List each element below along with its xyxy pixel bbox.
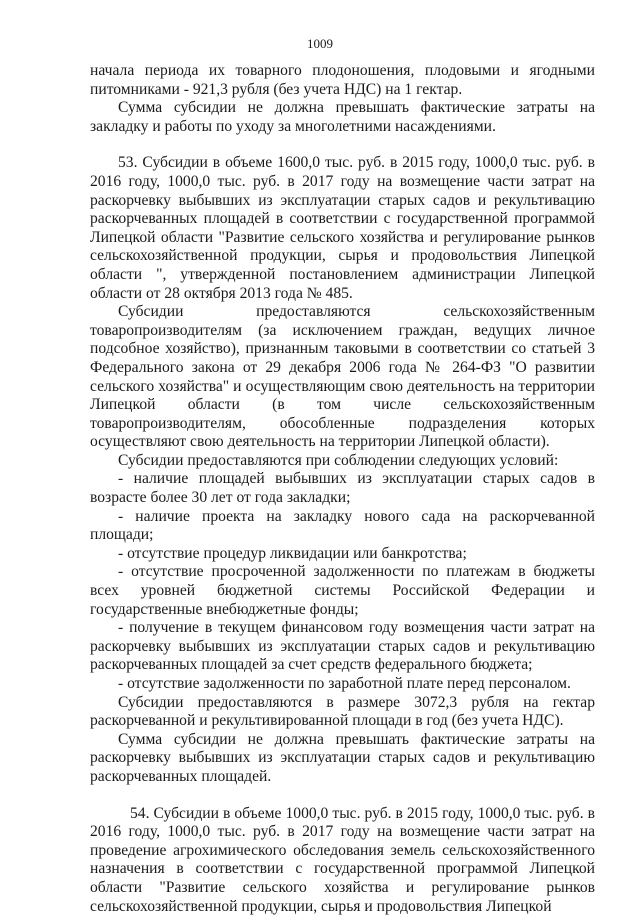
paragraph-item-53: 53. Субсидии в объеме 1600,0 тыс. руб. в 2015 году, 1000,0 тыс. руб. в 2016 году, 1000,0 тыс. руб. в 2017 году на возмещение части затрат на раскорчевку выбывших из эксплуатации старых садов и рекультивацию раскорчеванных площадей в соответствии с государственной программой Липецкой области "Развитие сельского хозяйства и регулирование рынков сельскохозяйственной продукции, сырья и продовольствия Липецкой области ", утвержденной постановлением администрации Липецкой области от 28 октября 2013 года № 485. — [90, 154, 595, 302]
page-number: 1009 — [307, 36, 333, 51]
list-item-condition: - отсутствие задолженности по заработной плате перед персоналом. — [118, 675, 571, 692]
paragraph-subsidy-limit-planting: Сумма субсидии не должна превышать фактические затраты на закладку и работы по уходу за многолетними насаждениями. — [90, 99, 595, 135]
document-body — [90, 62, 595, 916]
list-item-condition: - отсутствие процедур ликвидации или банкротства; — [118, 544, 467, 562]
list-item-condition: - отсутствие просроченной задолженности по платежам в бюджеты всех уровней бюджетной системы Российской Федерации и государственные внебюджетные фонды; — [90, 563, 595, 618]
paragraph-continuation: начала периода их товарного плодоношения, плодовыми и ягодными питомниками - 921,3 рубля (без учета НДС) на 1 гектар. — [90, 62, 595, 98]
paragraph-item-54: 54. Субсидии в объеме 1000,0 тыс. руб. в 2015 году, 1000,0 тыс. руб. в 2016 году, 1000,0 тыс. руб. в 2017 году на возмещение части затрат на проведение агрохимического обследования земель сельскохозяйственного назначения в соответствии с государственной программой Липецкой области "Развитие сельского хозяйства и регулирование рынков сельскохозяйственной продукции, сырья и продовольствия Липецкой — [90, 804, 595, 915]
list-item-condition: - получение в текущем финансовом году возмещения части затрат на раскорчевку выбывших из эксплуатации старых садов и рекультивацию раскорчеванных площадей за счет средств федерального бюджета; — [90, 619, 595, 674]
paragraph-subsidy-rate: Субсидии предоставляются в размере 3072,3 рубля на гектар раскорчеванной и рекультивированной площади в год (без учета НДС). — [90, 693, 595, 730]
paragraph-conditions-intro: Субсидии предоставляются при соблюдении следующих условий: — [118, 451, 559, 469]
paragraph-recipients: Субсидии предоставляются сельскохозяйственным товаропроизводителям (за исключением граждан, ведущих личное подсобное хозяйство), признанным таковыми в соответствии со статьей 3 Федерального закона от 29 декабря 2006 года № 264-ФЗ "О развитии сельского хозяйства" и осуществляющим свою деятельность на территории Липецкой области (в том числе сельскохозяйственным товаропроизводителям, обособленные подразделения которых осуществляют свою деятельность на территории Липецкой области). — [90, 303, 595, 451]
list-item-condition: - наличие проекта на закладку нового сада на раскорчеванной площади; — [90, 507, 595, 544]
paragraph-gap — [90, 787, 595, 805]
list-item-condition: - наличие площадей выбывших из эксплуатации старых садов в возрасте более 30 лет от года закладки; — [90, 470, 595, 507]
paragraph-subsidy-limit-uprooting: Сумма субсидии не должна превышать фактические затраты на раскорчевку выбывших из эксплуатации старых садов и рекультивацию раскорчеванных площадей. — [90, 730, 595, 785]
paragraph-gap — [90, 136, 595, 154]
